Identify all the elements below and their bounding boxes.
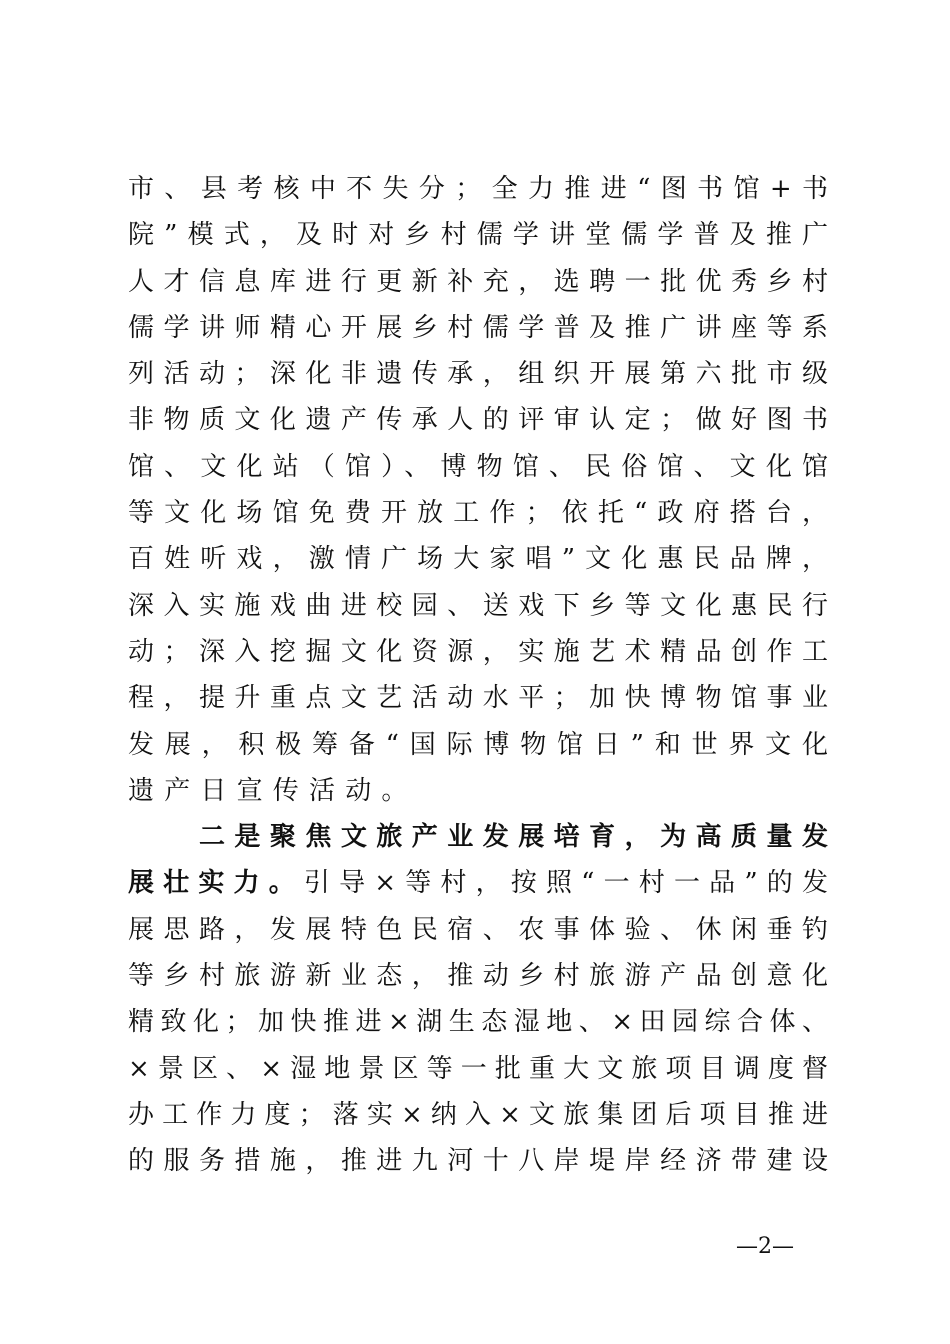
text-line: 市、县考核中不失分；全力推进“图书馆+书 [128, 174, 828, 204]
section-heading-bold: 展壮实力。 [128, 868, 304, 899]
text-line: 精致化；加快推进×湖生态湿地、×田园综合体、 [128, 1007, 828, 1038]
section-heading: 二是聚焦文旅产业发展培育，为高质量发 [128, 822, 828, 853]
text-line: 的服务措施，推进九河十八岸堤岸经济带建设 [128, 1146, 828, 1177]
text-line: 院”模式，及时对乡村儒学讲堂儒学普及推广 [128, 220, 828, 251]
text-line: 儒学讲师精心开展乡村儒学普及推广讲座等系 [128, 312, 828, 343]
text-line: 等文化场馆免费开放工作；依托“政府搭台， [128, 498, 828, 529]
text-line: 人才信息库进行更新补充，选聘一批优秀乡村 [128, 266, 828, 297]
text-line: 列活动；深化非遗传承，组织开展第六批市级 [128, 359, 828, 390]
text-line: 程，提升重点文艺活动水平；加快博物馆事业 [128, 683, 828, 714]
text-line: 馆、文化站（馆）、博物馆、民俗馆、文化馆 [128, 451, 828, 482]
section-heading-line2 [128, 860, 828, 906]
text-line: ×景区、×湿地景区等一批重大文旅项目调度督 [128, 1053, 828, 1084]
body-text [128, 166, 828, 1185]
text-line: 深入实施戏曲进校园、送戏下乡等文化惠民行 [128, 590, 828, 621]
text-line: 动；深入挖掘文化资源，实施艺术精品创作工 [128, 636, 828, 667]
text-line: 非物质文化遗产传承人的评审认定；做好图书 [128, 405, 828, 436]
text-line: 展思路，发展特色民宿、农事体验、休闲垂钓 [128, 914, 828, 945]
text-line: 等乡村旅游新业态，推动乡村旅游产品创意化 [128, 961, 828, 992]
text-line: 遗产日宣传活动。 [128, 775, 418, 806]
page-number: —2— [736, 1234, 794, 1259]
text-line: 办工作力度；落实×纳入×文旅集团后项目推进 [128, 1099, 828, 1130]
section-text: 引导×等村，按照“一村一品”的发 [303, 868, 828, 899]
text-line: 发展，积极筹备“国际博物馆日”和世界文化 [128, 729, 828, 760]
text-line: 百姓听戏，激情广场大家唱”文化惠民品牌， [128, 544, 828, 575]
